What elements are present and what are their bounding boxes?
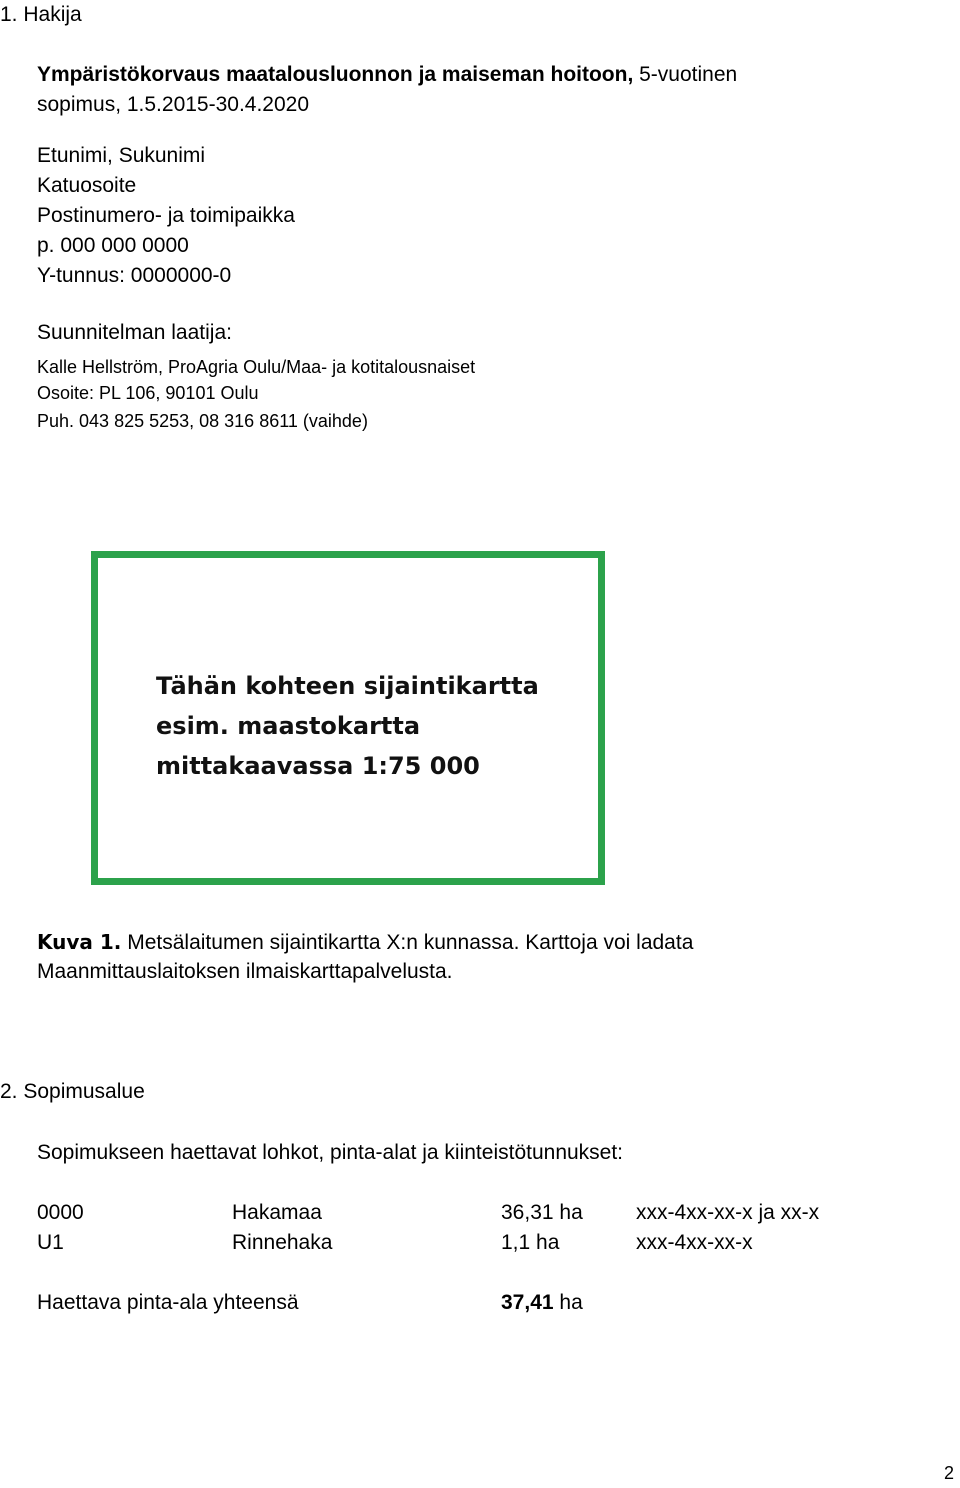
figure-caption bbox=[37, 927, 693, 958]
page-number: 2 bbox=[943, 1463, 954, 1483]
total-area-unit: ha bbox=[553, 1291, 583, 1314]
total-area bbox=[501, 1288, 583, 1318]
parcel-name: Hakamaa bbox=[232, 1201, 322, 1224]
agreement-period: sopimus, 1.5.2015-30.4.2020 bbox=[37, 93, 310, 116]
planner-label: Suunnitelman laatija: bbox=[37, 321, 232, 344]
table-row bbox=[0, 1198, 960, 1228]
figure-caption-text: Metsälaitumen sijaintikartta X:n kunnassa. Karttoja voi ladata bbox=[121, 931, 694, 954]
applicant-postal: Postinumero- ja toimipaikka bbox=[37, 204, 295, 227]
map-placeholder bbox=[91, 551, 605, 885]
total-area-label: Haettava pinta-ala yhteensä bbox=[37, 1291, 299, 1314]
map-placeholder-line-1: Tähän kohteen sijaintikartta bbox=[156, 672, 539, 700]
section-2-heading: 2. Sopimusalue bbox=[0, 1080, 145, 1103]
map-placeholder-line-2: esim. maastokartta bbox=[156, 712, 421, 740]
map-placeholder-line-3: mittakaavassa 1:75 000 bbox=[156, 752, 480, 780]
table-row bbox=[0, 1228, 960, 1258]
parcel-area: 36,31 ha bbox=[501, 1201, 583, 1224]
parcel-id: U1 bbox=[37, 1231, 64, 1254]
map-placeholder-text bbox=[156, 666, 539, 786]
figure-caption-label: Kuva 1. bbox=[37, 930, 122, 954]
planner-address: Osoite: PL 106, 90101 Oulu bbox=[37, 383, 259, 403]
agreement-title bbox=[37, 60, 737, 90]
section-1-heading: 1. Hakija bbox=[0, 3, 82, 26]
planner-phone: Puh. 043 825 5253, 08 316 8611 (vaihde) bbox=[37, 411, 368, 431]
figure-caption-line-2: Maanmittauslaitoksen ilmaiskarttapalvelusta. bbox=[37, 960, 453, 983]
agreement-title-bold: Ympäristökorvaus maatalousluonnon ja maiseman hoitoon, bbox=[37, 63, 634, 86]
planner-name: Kalle Hellström, ProAgria Oulu/Maa- ja kotitalousnaiset bbox=[37, 357, 476, 377]
applicant-name: Etunimi, Sukunimi bbox=[37, 144, 206, 167]
parcel-name: Rinnehaka bbox=[232, 1231, 333, 1254]
total-area-value: 37,41 bbox=[501, 1291, 554, 1314]
applicant-street: Katuosoite bbox=[37, 174, 137, 197]
parcel-property: xxx-4xx-xx-x ja xx-x bbox=[636, 1201, 820, 1224]
parcel-property: xxx-4xx-xx-x bbox=[636, 1231, 753, 1254]
parcel-area: 1,1 ha bbox=[501, 1231, 560, 1254]
applicant-phone: p. 000 000 0000 bbox=[37, 234, 189, 257]
parcel-id: 0000 bbox=[37, 1201, 84, 1224]
section-2-intro: Sopimukseen haettavat lohkot, pinta-alat ja kiinteistötunnukset: bbox=[37, 1141, 624, 1164]
agreement-title-rest: 5-vuotinen bbox=[633, 63, 738, 86]
applicant-business-id: Y-tunnus: 0000000-0 bbox=[37, 264, 232, 287]
